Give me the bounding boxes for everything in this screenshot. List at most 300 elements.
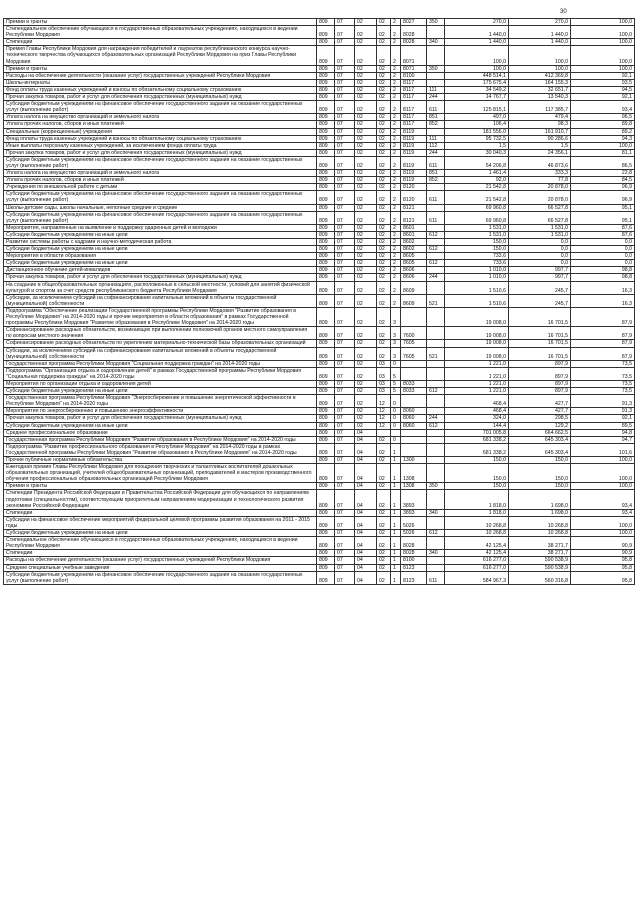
section-code: 07 [335,184,355,191]
execution-percent: 73,5 [571,380,635,387]
subsection-code: 02 [355,367,377,380]
subprogram-code: 2 [391,204,401,211]
actual-amount: 164 155,3 [509,79,571,86]
table-row [4,550,635,557]
row-name: Школы-детские сады, школы начальные, неполные средние и средние [4,204,317,211]
article-code: 8606 [401,274,427,281]
program-code: 02 [377,26,391,39]
table-row [4,94,635,101]
article-code [401,367,427,380]
program-code: 02 [377,483,391,490]
execution-percent: 0,0 [571,246,635,253]
expense-type-code [427,79,445,86]
actual-amount: 16 701,5 [509,307,571,326]
subsection-code: 02 [355,307,377,326]
article-code: 8117 [401,101,427,114]
section-code: 07 [335,367,355,380]
planned-amount: 733,6 [445,260,509,267]
planned-amount: 1 221,0 [445,380,509,387]
table-row [4,260,635,267]
article-code: 8028 [401,26,427,39]
subprogram-code: 3 [391,327,401,340]
row-name: Государственная программа Республики Мордовия "Социальная поддержка граждан" на 2014-2020 годы [4,360,317,367]
table-row [4,483,635,490]
expense-type-code [427,557,445,564]
execution-percent: 91,3 [571,395,635,408]
subprogram-code: 2 [391,149,401,156]
section-code: 07 [335,436,355,443]
ministry-code: 809 [317,128,335,135]
row-name: Стипендиальное обеспечение обучающихся в государственных образовательных учреждениях, находящихся в ведении Республики Мордовия [4,26,317,39]
execution-percent: 96,9 [571,184,635,191]
subsection-code: 02 [355,395,377,408]
article-code: 8119 [401,149,427,156]
table-row [4,429,635,436]
subprogram-code: 0 [391,422,401,429]
expense-type-code: 111 [427,86,445,93]
ministry-code: 809 [317,253,335,260]
actual-amount: 16 701,5 [509,347,571,360]
article-code: 8117 [401,121,427,128]
execution-percent: 87,9 [571,327,635,340]
ministry-code: 809 [317,294,335,307]
subsection-code: 04 [355,530,377,537]
actual-amount: 270,0 [509,19,571,26]
planned-amount: 1 510,6 [445,281,509,294]
program-code: 02 [377,121,391,128]
row-name: На создание в общеобразовательных организациях, расположенных в сельской местности, условий для занятий физической культурой и спортом за счет средств республиканского бюджета Республики Мордовия [4,281,317,294]
row-name: Прочая закупка товаров, работ и услуг для обеспечения государственных (муниципальных) нужд [4,94,317,101]
subprogram-code: 2 [391,246,401,253]
ministry-code: 809 [317,101,335,114]
article-code: 8119 [401,177,427,184]
row-name: Учреждения по внешкольной работе с детьми [4,184,317,191]
table-row [4,177,635,184]
table-row [4,86,635,93]
expense-type-code: 521 [427,347,445,360]
actual-amount: 16 701,5 [509,340,571,347]
row-name: Ежегодная премия Главы Республики Мордовия для поощрения творческих и талантливых воспитателей дошкольных образовательных организаций, учителей общеобразовательных организаций, преподавателей и мастеров производственного обучения профессиональных образовательных организаций Республики Мордовия [4,464,317,483]
table-row [4,380,635,387]
row-name: Прочая закупка товаров, работ и услуг для обеспечения государственных (муниципальных) нужд [4,415,317,422]
actual-amount: 32 651,7 [509,86,571,93]
actual-amount: 13 540,3 [509,94,571,101]
program-code: 02 [377,530,391,537]
ministry-code: 809 [317,557,335,564]
article-code: 8071 [401,46,427,65]
section-code: 07 [335,101,355,114]
actual-amount: 645 303,4 [509,436,571,443]
actual-amount: 10 268,8 [509,516,571,529]
subprogram-code: 1 [391,457,401,464]
planned-amount: 10 268,8 [445,516,509,529]
article-code: 8119 [401,128,427,135]
expense-type-code: 340 [427,550,445,557]
article-code: 8028 [401,550,427,557]
subsection-code: 02 [355,422,377,429]
execution-percent: 16,3 [571,281,635,294]
subprogram-code: 2 [391,135,401,142]
row-name: Средние специальные учебные заведения [4,564,317,571]
subsection-code: 02 [355,191,377,204]
subprogram-code: 2 [391,253,401,260]
ministry-code: 809 [317,347,335,360]
section-code: 07 [335,94,355,101]
subsection-code: 02 [355,388,377,395]
planned-amount: 1 010,0 [445,267,509,274]
subsection-code: 04 [355,509,377,516]
program-code: 02 [377,170,391,177]
table-row [4,281,635,294]
table-row [4,530,635,537]
actual-amount: 150,0 [509,457,571,464]
row-name: Мероприятия в области образования [4,253,317,260]
subprogram-code: 2 [391,294,401,307]
subprogram-code: 3 [391,307,401,326]
ministry-code: 809 [317,307,335,326]
expense-type-code [427,408,445,415]
row-name: Прочая закупка товаров, работ и услуг для обеспечения государственных (муниципальных) нужд [4,149,317,156]
subprogram-code: 0 [391,360,401,367]
row-name: Прочая закупка товаров, работ и услуг для обеспечения государственных (муниципальных) нужд [4,274,317,281]
subprogram-code: 0 [391,415,401,422]
subprogram-code: 2 [391,239,401,246]
program-code: 02 [377,86,391,93]
table-row [4,340,635,347]
article-code: 8119 [401,135,427,142]
subsection-code: 04 [355,571,377,584]
article-code [401,429,427,436]
section-code: 07 [335,360,355,367]
execution-percent: 100,0 [571,142,635,149]
subprogram-code: 0 [391,408,401,415]
expense-type-code [427,253,445,260]
section-code: 07 [335,380,355,387]
section-code: 07 [335,509,355,516]
section-code: 07 [335,347,355,360]
section-code: 07 [335,294,355,307]
section-code: 07 [335,415,355,422]
program-code: 02 [377,156,391,169]
execution-percent: 100,0 [571,26,635,39]
subsection-code: 04 [355,557,377,564]
ministry-code: 809 [317,239,335,246]
section-code: 07 [335,114,355,121]
article-code: 7600 [401,327,427,340]
row-name: Развитие системы работы с кадрами и научно-методическая работа [4,239,317,246]
subsection-code: 02 [355,26,377,39]
program-code: 02 [377,135,391,142]
row-name: Субсидии бюджетным учреждениям на финансовое обеспечение государственного задания на оказание государственных услуг (выполнение работ) [4,571,317,584]
planned-amount: 34 549,2 [445,86,509,93]
planned-amount: 1 010,0 [445,274,509,281]
article-code: 8117 [401,114,427,121]
row-name: Школы-интернаты [4,79,317,86]
article-code: 7605 [401,347,427,360]
actual-amount: 590 538,9 [509,564,571,571]
row-name: Специальные (коррекционные) учреждения [4,128,317,135]
execution-percent: 92,1 [571,72,635,79]
ministry-code: 809 [317,231,335,238]
ministry-code: 809 [317,516,335,529]
section-code: 07 [335,571,355,584]
subsection-code: 02 [355,79,377,86]
subsection-code: 02 [355,121,377,128]
section-code: 07 [335,46,355,65]
planned-amount: 150,0 [445,457,509,464]
expense-type-code [427,26,445,39]
ministry-code: 809 [317,457,335,464]
row-name: Государственная программа Республики Мордовия "Развитие образования в Республике Мордовия" на 2014-2020 годы [4,436,317,443]
table-row [4,72,635,79]
section-code: 07 [335,211,355,224]
planned-amount: 42 125,4 [445,550,509,557]
subprogram-code: 2 [391,211,401,224]
program-code: 02 [377,211,391,224]
expense-type-code [427,307,445,326]
article-code: 8033 [401,380,427,387]
actual-amount: 38 271,7 [509,537,571,550]
expense-type-code [427,184,445,191]
row-name: Прочие публичные нормативные обязательства [4,457,317,464]
table-row [4,457,635,464]
execution-percent: 100,0 [571,530,635,537]
article-code [401,443,427,456]
execution-percent: 92,1 [571,415,635,422]
actual-amount: 897,9 [509,380,571,387]
row-name: Премии и гранты [4,65,317,72]
row-name: Мероприятия, направленные на выявление и поддержку одаренных детей и молодежи [4,224,317,231]
section-code: 07 [335,224,355,231]
row-name: Субсидии бюджетным учреждениям на иные цели [4,530,317,537]
ministry-code: 809 [317,184,335,191]
program-code: 02 [377,184,391,191]
subsection-code: 02 [355,19,377,26]
row-name: Субсидии на финансовое обеспечение мероприятий федеральной целевой программы развития образования на 2011 - 2015 годы [4,516,317,529]
subsection-code: 02 [355,415,377,422]
program-code: 02 [377,516,391,529]
planned-amount: 150,0 [445,246,509,253]
execution-percent: 93,4 [571,490,635,509]
article-code: 8605 [401,253,427,260]
actual-amount: 16 701,5 [509,327,571,340]
subprogram-code: 1 [391,571,401,584]
planned-amount: 150,0 [445,239,509,246]
expense-type-code [427,360,445,367]
planned-amount: 468,4 [445,395,509,408]
actual-amount: 897,9 [509,367,571,380]
section-code: 07 [335,142,355,149]
section-code: 07 [335,204,355,211]
actual-amount: 20 878,0 [509,184,571,191]
subsection-code: 04 [355,490,377,509]
execution-percent: 89,2 [571,128,635,135]
row-name: Подпрограмма "Обеспечение реализации Государственной программы Республики Мордовия "Развитие образования в Республике Мордовия" на 2014-2020 годы и прочие мероприятия в области образования" в рамках Государственной программы Республики Мордовия "Развитие образования в Республике Мордовия" на 2014-2020 годы [4,307,317,326]
actual-amount: 298,5 [509,415,571,422]
subsection-code: 02 [355,274,377,281]
execution-percent: 100,0 [571,464,635,483]
section-code: 07 [335,156,355,169]
planned-amount: 1 461,4 [445,170,509,177]
article-code: 8606 [401,267,427,274]
table-row [4,408,635,415]
program-code: 02 [377,490,391,509]
subprogram-code: 1 [391,550,401,557]
program-code: 02 [377,267,391,274]
execution-percent: 16,3 [571,294,635,307]
article-code: 8033 [401,388,427,395]
table-row [4,142,635,149]
section-code: 07 [335,422,355,429]
program-code [377,429,391,436]
subprogram-code: 2 [391,101,401,114]
subsection-code: 02 [355,128,377,135]
ministry-code: 809 [317,388,335,395]
program-code: 12 [377,395,391,408]
section-code: 07 [335,79,355,86]
actual-amount: 1 698,0 [509,490,571,509]
article-code [401,307,427,326]
article-code [401,395,427,408]
row-name: Стипендии [4,39,317,46]
table-row [4,253,635,260]
table-row [4,360,635,367]
planned-amount: 69 960,8 [445,211,509,224]
execution-percent: 94,3 [571,135,635,142]
subsection-code: 02 [355,46,377,65]
subsection-code: 02 [355,327,377,340]
subsection-code: 02 [355,72,377,79]
actual-amount: 77,8 [509,177,571,184]
planned-amount: 95 732,5 [445,135,509,142]
row-name: Премии и гранты [4,483,317,490]
section-code: 07 [335,457,355,464]
planned-amount: 324,0 [445,415,509,422]
article-code: 8609 [401,294,427,307]
article-code: 8602 [401,239,427,246]
expense-type-code: 612 [427,388,445,395]
execution-percent: 89,5 [571,422,635,429]
program-code: 03 [377,388,391,395]
ministry-code: 809 [317,177,335,184]
subprogram-code: 5 [391,388,401,395]
planned-amount: 19 008,0 [445,347,509,360]
execution-percent: 95,8 [571,557,635,564]
article-code: 3893 [401,490,427,509]
execution-percent: 95,8 [571,564,635,571]
section-code: 07 [335,564,355,571]
subsection-code: 04 [355,443,377,456]
actual-amount: 0,0 [509,246,571,253]
article-code [401,436,427,443]
actual-amount: 412 369,8 [509,72,571,79]
section-code: 07 [335,530,355,537]
subprogram-code: 2 [391,79,401,86]
table-row [4,191,635,204]
subprogram-code: 1 [391,516,401,529]
subsection-code: 04 [355,516,377,529]
table-row [4,388,635,395]
execution-percent: 100,0 [571,516,635,529]
article-code: 8120 [401,184,427,191]
article-code: 8119 [401,142,427,149]
subprogram-code: 0 [391,436,401,443]
expense-type-code: 350 [427,19,445,26]
expense-type-code [427,457,445,464]
program-code: 02 [377,177,391,184]
table-row [4,224,635,231]
ministry-code: 809 [317,246,335,253]
execution-percent: 0,0 [571,239,635,246]
ministry-code: 809 [317,395,335,408]
program-code: 02 [377,571,391,584]
row-name: Уплата прочих налогов, сборов и иных платежей [4,121,317,128]
table-row [4,516,635,529]
section-code: 07 [335,429,355,436]
subsection-code: 02 [355,94,377,101]
execution-percent: 87,9 [571,340,635,347]
ministry-code: 809 [317,72,335,79]
article-code: 8609 [401,281,427,294]
planned-amount: 497,0 [445,114,509,121]
row-name: Дистанционное обучение детей-инвалидов [4,267,317,274]
article-code: 8060 [401,408,427,415]
expense-type-code: 111 [427,135,445,142]
actual-amount: 10 268,8 [509,530,571,537]
subprogram-code: 2 [391,128,401,135]
row-name: Уплата налога на имущество организаций и земельного налога [4,114,317,121]
actual-amount: 150,0 [509,464,571,483]
execution-percent: 100,0 [571,19,635,26]
actual-amount: 479,4 [509,114,571,121]
subsection-code: 04 [355,464,377,483]
planned-amount: 181 556,0 [445,128,509,135]
program-code: 02 [377,509,391,516]
program-code: 02 [377,253,391,260]
ministry-code: 809 [317,191,335,204]
ministry-code: 809 [317,156,335,169]
execution-percent: 87,9 [571,307,635,326]
planned-amount: 468,4 [445,408,509,415]
planned-amount: 1 510,6 [445,294,509,307]
expense-type-code: 612 [427,246,445,253]
section-code: 07 [335,19,355,26]
program-code: 02 [377,191,391,204]
program-code: 12 [377,408,391,415]
subprogram-code: 2 [391,26,401,39]
row-name: Уплата прочих налогов, сборов и иных платежей [4,177,317,184]
execution-percent: 94,8 [571,429,635,436]
actual-amount: 161 910,7 [509,128,571,135]
ministry-code: 809 [317,94,335,101]
section-code: 07 [335,65,355,72]
section-code: 07 [335,260,355,267]
article-code: 7605 [401,340,427,347]
actual-amount: 150,0 [509,483,571,490]
ministry-code: 809 [317,380,335,387]
article-code: 8117 [401,86,427,93]
execution-percent: 90,9 [571,550,635,557]
execution-percent: 93,5 [571,79,635,86]
program-code: 03 [377,367,391,380]
section-code: 07 [335,246,355,253]
program-code: 02 [377,246,391,253]
subprogram-code: 2 [391,170,401,177]
subprogram-code: 2 [391,65,401,72]
table-row [4,415,635,422]
expense-type-code [427,72,445,79]
execution-percent: 100,0 [571,457,635,464]
